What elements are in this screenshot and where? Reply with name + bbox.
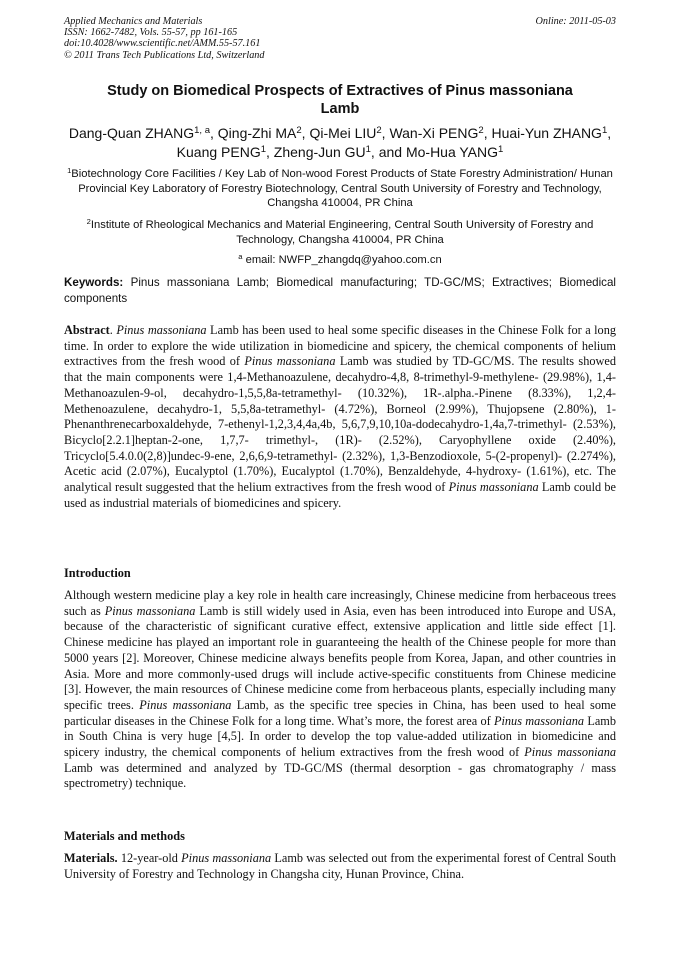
introduction-paragraph <box>64 588 616 792</box>
affiliation-2 <box>64 218 616 247</box>
species-name: Pinus massoniana <box>181 851 272 865</box>
author-affil-mark: 2 <box>478 124 484 136</box>
section-heading-introduction: Introduction <box>64 566 131 580</box>
paper-title-line1: Study on Biomedical Prospects of Extractives of Pinus massoniana <box>107 83 573 99</box>
author-affil-mark: 1 <box>498 143 504 155</box>
intro-text: Lamb was determined and analyzed by TD-GC/MS (thermal desorption - gas chromatography / mass spectrometry) technique. <box>64 760 616 791</box>
author-name: Wan-Xi PENG <box>389 125 479 141</box>
species-name: Pinus massoniana <box>493 713 585 728</box>
species-name: Pinus massoniana <box>524 745 617 760</box>
species-name: Pinus massoniana <box>448 480 539 495</box>
author-name: Qi-Mei LIU <box>309 125 377 141</box>
author-separator: , <box>210 125 218 141</box>
abstract-label-dot: . <box>109 323 117 337</box>
section-heading-methods: Materials and methods <box>64 829 185 843</box>
abstract-text: Lamb was studied by TD-GC/MS. The results showed that the main components were 1,4-Methanoazulene, decahydro-4,8, 8-trimethyl-9-methylene- (29.98%), 1,4-Methanoazulen-9-ol, decahydro-1,5,5,8a-tetramethyl- (10.32%), 1R-.alpha.-Pinene (8.33%), 1,2,4-Methenoazulene, decahydro-1, 5,5,8a-tetramethyl- (4.72%), Borneol (2.99%), Thujopsene (2.80%), 1-Phenanthrenecarboxaldehyde, 7-ethenyl-1,2,3,4,4a,4b, 5,6,7,9,10,10a-dodecahydro-1,4a,7-trimethyl- (2.53%), Bicyclo[2.2.1]heptan-2-one, 1,7,7- trimethyl-, (1R)- (2.52%), Caryophyllene oxide (2.40%), Tricyclo[5.4.0.0(2,8)]undec-9-ene, 2,6,6,9-tetramethyl- (2.32%), 1,3-Benzodioxole, 5-(2-propenyl)- (2.274%), Acetic acid (2.07%), Eucalyptol (1.70%), Eucalyptol (1.70%), Benzaldehyde, 4-hydroxy- (1.61%), etc. The analytical result suggested that the helium extractives from the fresh wood of <box>64 354 617 495</box>
paper-title <box>64 82 616 118</box>
intro-text: Lamb, as the specific tree species in China, has been used to heal some particular diseases in the Chinese Folk for a long time. What’s more, the forest area of <box>64 697 617 728</box>
journal-doi: doi:10.4028/www.scientific.net/AMM.55-57.161 <box>64 38 261 50</box>
journal-name: Applied Mechanics and Materials <box>64 16 203 27</box>
author-affil-mark: 2 <box>296 124 302 136</box>
author-affil-mark: 1 <box>260 143 267 155</box>
author-separator: , <box>301 125 310 141</box>
materials-text: 12-year-old <box>117 851 182 865</box>
author-name: Kuang PENG <box>176 144 261 160</box>
email-mark: a <box>238 251 243 261</box>
abstract-label: Abstract <box>64 323 110 337</box>
abstract-text: Lamb has been used to heal some specific diseases in the Chinese Folk for a long time. In order to explore the wide utilization in biomedicine and spicery, the chemical components of helium extractives from the fresh wood of <box>64 323 616 369</box>
affiliation-mark: 1 <box>67 165 72 175</box>
author-affil-mark: 1 <box>601 124 608 136</box>
journal-header <box>64 16 616 61</box>
affiliation-mark: 2 <box>86 216 91 226</box>
online-date: Online: 2011-05-03 <box>535 16 616 27</box>
affiliation-text: Institute of Rheological Mechanics and Material Engineering, Central South University of Forestry and Technology, Changsha 410004, PR China <box>90 219 594 246</box>
intro-text: Lamb in South China is very huge [4,5]. In order to develop the top value-added utilization in biomedicine and spicery industry, the chemical components of helium extractives from the fresh wood of <box>64 713 616 760</box>
keywords <box>64 275 616 306</box>
email-text: email: NWFP_zhangdq@yahoo.com.cn <box>245 254 442 266</box>
author-affil-mark: 1 <box>365 143 371 155</box>
abstract <box>64 323 616 511</box>
affiliation-text: Biotechnology Core Facilities / Key Lab of Non-wood Forest Products of State Forestry Administration/ Hunan Provincial Key Laboratory of Forestry Biotechnology, Central South University of Forestry and Technology, Changsha 410004, PR China <box>71 168 613 210</box>
author-name: Qing-Zhi MA <box>217 125 297 141</box>
author-name: Huai-Yun ZHANG <box>491 125 602 141</box>
abstract-text: Lamb could be used as industrial materials of biomedicines and spicery. <box>64 480 617 510</box>
intro-text: Lamb is still widely used in Asia, even has been introduced into Europe and USA, because of the characteristic of significant curative effect, extensive application and little side effect [1]. Chinese medicine has played an important role in guaranteeing the health of the Chinese people for more than 5000 years [2]. Moreover, Chinese medicine always benefits people from Korea, Japan, and other countries in Asia. More and more commonly-used drugs will include active-specific constituents from Chinese medicine [3]. However, the main resources of Chinese medicine come from herbaceous plants, especially including many specific trees. <box>64 603 617 712</box>
materials-label: Materials. <box>64 851 118 865</box>
intro-text: Although western medicine play a key role in health care increasingly, Chinese medicine from herbaceous trees such as <box>64 588 616 618</box>
author-separator: , <box>483 125 492 141</box>
materials-paragraph <box>64 851 616 882</box>
author-name: Mo-Hua YANG <box>405 144 499 160</box>
species-name: Pinus massoniana <box>104 603 196 618</box>
materials-text: Lamb was selected out from the experimental forest of Central South University of Forestry and Technology in Changsha city, Hunan Province, China. <box>64 851 617 881</box>
author-separator: , <box>381 125 390 141</box>
author-separator: , and <box>370 144 406 160</box>
affiliation-1 <box>64 167 616 211</box>
author-list <box>62 124 618 162</box>
keywords-text: Pinus massoniana Lamb; Biomedical manufacturing; TD-GC/MS; Extractives; Biomedical components <box>64 276 616 305</box>
author-affil-mark: 1, a <box>194 124 211 136</box>
author-affil-mark: 2 <box>376 124 382 136</box>
author-separator: , <box>607 125 612 141</box>
author-name: Zheng-Jun GU <box>273 144 366 160</box>
journal-issn: ISSN: 1662-7482, Vols. 55-57, pp 161-165 <box>64 27 238 39</box>
species-name: Pinus massoniana <box>244 354 336 369</box>
journal-copyright: © 2011 Trans Tech Publications Ltd, Switzerland <box>64 49 265 61</box>
keywords-label: Keywords: <box>64 276 124 289</box>
author-name: Dang-Quan ZHANG <box>68 125 195 141</box>
paper-title-line2: Lamb <box>320 101 360 117</box>
author-separator: , <box>266 144 274 160</box>
species-name: Pinus massoniana <box>139 697 232 712</box>
species-name: Pinus massoniana <box>116 323 207 337</box>
corresponding-email <box>64 253 616 268</box>
